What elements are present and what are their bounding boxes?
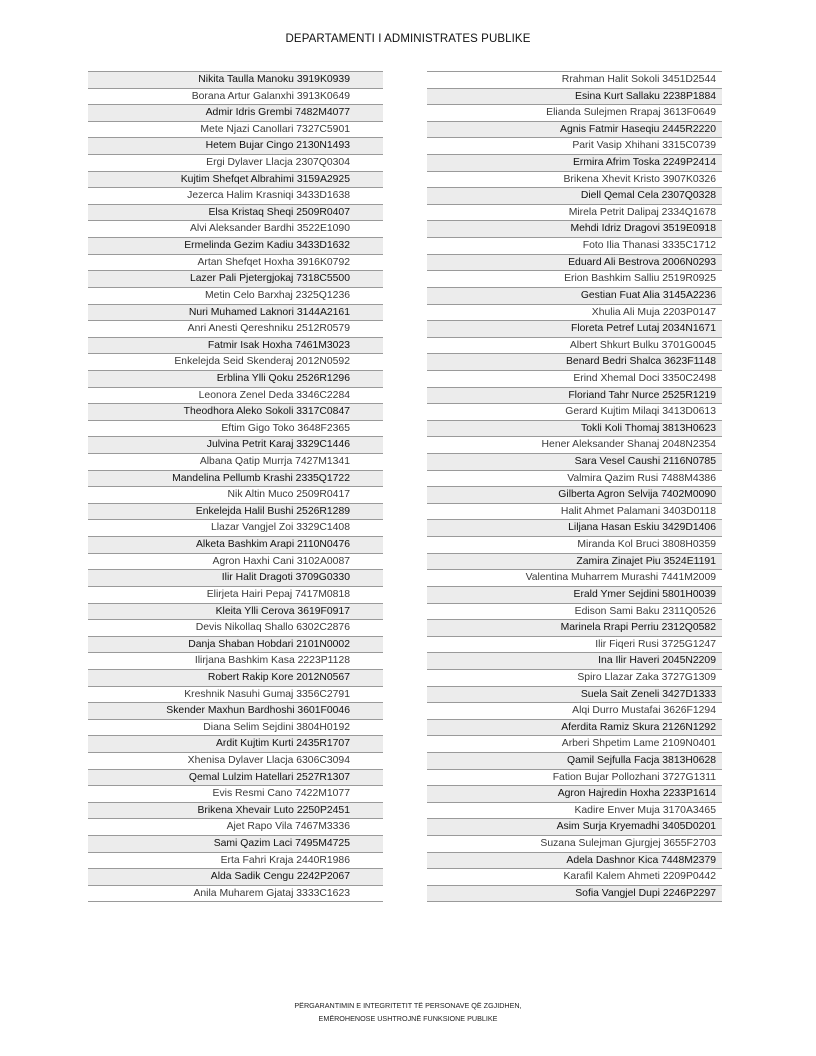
- list-item: Robert Rakip Kore 2012N0567: [88, 670, 383, 687]
- list-item: Devis Nikollaq Shallo 6302C2876: [88, 620, 383, 637]
- list-item: Ilir Fiqeri Rusi 3725G1247: [427, 637, 722, 654]
- list-item: Edison Sami Baku 2311Q0526: [427, 604, 722, 621]
- list-item: Ilirjana Bashkim Kasa 2223P1128: [88, 653, 383, 670]
- list-item: Hetem Bujar Cingo 2130N1493: [88, 138, 383, 155]
- list-item: Miranda Kol Bruci 3808H0359: [427, 537, 722, 554]
- list-item: Borana Artur Galanxhi 3913K0649: [88, 89, 383, 106]
- list-item: Rrahman Halit Sokoli 3451D2544: [427, 72, 722, 89]
- list-item: Qamil Sejfulla Facja 3813H0628: [427, 753, 722, 770]
- list-item: Enkelejda Halil Bushi 2526R1289: [88, 504, 383, 521]
- list-item: Lazer Pali Pjetergjokaj 7318C5500: [88, 271, 383, 288]
- list-item: Sami Qazim Laci 7495M4725: [88, 836, 383, 853]
- list-item: Artan Shefqet Hoxha 3916K0792: [88, 255, 383, 272]
- list-item: Halit Ahmet Palamani 3403D0118: [427, 504, 722, 521]
- list-item: Kleita Ylli Cerova 3619F0917: [88, 604, 383, 621]
- list-item: Nuri Muhamed Laknori 3144A2161: [88, 305, 383, 322]
- list-item: Ajet Rapo Vila 7467M3336: [88, 819, 383, 836]
- list-item: Liljana Hasan Eskiu 3429D1406: [427, 520, 722, 537]
- list-item: Anila Muharem Gjataj 3333C1623: [88, 886, 383, 903]
- list-item: Ardit Kujtim Kurti 2435R1707: [88, 736, 383, 753]
- list-item: Agnis Fatmir Haseqiu 2445R2220: [427, 122, 722, 139]
- list-item: Alvi Aleksander Bardhi 3522E1090: [88, 221, 383, 238]
- list-item: Qemal Lulzim Hatellari 2527R1307: [88, 770, 383, 787]
- list-item: Erind Xhemal Doci 3350C2498: [427, 371, 722, 388]
- list-item: Erta Fahri Kraja 2440R1986: [88, 853, 383, 870]
- footer-line-2: EMËROHENOSE USHTROJNË FUNKSIONE PUBLIKE: [318, 1014, 498, 1023]
- list-item: Theodhora Aleko Sokoli 3317C0847: [88, 404, 383, 421]
- list-item: Nik Altin Muco 2509R0417: [88, 487, 383, 504]
- list-item: Suela Sait Zeneli 3427D1333: [427, 687, 722, 704]
- list-item: Eftim Gigo Toko 3648F2365: [88, 421, 383, 438]
- list-item: Brikena Xhevit Kristo 3907K0326: [427, 172, 722, 189]
- list-item: Danja Shaban Hobdari 2101N0002: [88, 637, 383, 654]
- list-item: Asim Surja Kryemadhi 3405D0201: [427, 819, 722, 836]
- list-item: Llazar Vangjel Zoi 3329C1408: [88, 520, 383, 537]
- list-item: Leonora Zenel Deda 3346C2284: [88, 388, 383, 405]
- list-item: Ilir Halit Dragoti 3709G0330: [88, 570, 383, 587]
- list-item: Aferdita Ramiz Skura 2126N1292: [427, 720, 722, 737]
- list-item: Mandelina Pellumb Krashi 2335Q1722: [88, 471, 383, 488]
- list-item: Sara Vesel Caushi 2116N0785: [427, 454, 722, 471]
- footer-line-1: PËRGARANTIMIN E INTEGRITETIT TË PERSONAVE QË ZGJIDHEN,: [294, 1001, 522, 1010]
- list-item: Diell Qemal Cela 2307Q0328: [427, 188, 722, 205]
- list-item: Adela Dashnor Kica 7448M2379: [427, 853, 722, 870]
- list-item: Agron Hajredin Hoxha 2233P1614: [427, 786, 722, 803]
- list-item: Erald Ymer Sejdini 5801H0039: [427, 587, 722, 604]
- list-item: Metin Celo Barxhaj 2325Q1236: [88, 288, 383, 305]
- list-item: Elirjeta Hairi Pepaj 7417M0818: [88, 587, 383, 604]
- list-item: Suzana Sulejman Gjurgjej 3655F2703: [427, 836, 722, 853]
- list-item: Ermira Afrim Toska 2249P2414: [427, 155, 722, 172]
- list-item: Admir Idris Grembi 7482M4077: [88, 105, 383, 122]
- list-item: Ermelinda Gezim Kadiu 3433D1632: [88, 238, 383, 255]
- list-item: Gilberta Agron Selvija 7402M0090: [427, 487, 722, 504]
- list-item: Kadire Enver Muja 3170A3465: [427, 803, 722, 820]
- list-item: Xhenisa Dylaver Llacja 6306C3094: [88, 753, 383, 770]
- right-name-list: [427, 71, 722, 902]
- list-item: Enkelejda Seid Skenderaj 2012N0592: [88, 354, 383, 371]
- list-item: Ergi Dylaver Llacja 2307Q0304: [88, 155, 383, 172]
- list-item: Gerard Kujtim Milaqi 3413D0613: [427, 404, 722, 421]
- list-item: Xhulia Ali Muja 2203P0147: [427, 305, 722, 322]
- list-item: Marinela Rrapi Perriu 2312Q0582: [427, 620, 722, 637]
- list-item: Erblina Ylli Qoku 2526R1296: [88, 371, 383, 388]
- list-item: Albert Shkurt Bulku 3701G0045: [427, 338, 722, 355]
- list-item: Mirela Petrit Dalipaj 2334Q1678: [427, 205, 722, 222]
- list-item: Mehdi Idriz Dragovi 3519E0918: [427, 221, 722, 238]
- list-item: Tokli Koli Thomaj 3813H0623: [427, 421, 722, 438]
- list-item: Zamira Zinajet Piu 3524E1191: [427, 554, 722, 571]
- list-item: Nikita Taulla Manoku 3919K0939: [88, 72, 383, 89]
- list-item: Kujtim Shefqet Albrahimi 3159A2925: [88, 172, 383, 189]
- list-item: Floreta Petref Lutaj 2034N1671: [427, 321, 722, 338]
- page-title: DEPARTAMENTI I ADMINISTRATES PUBLIKE: [285, 33, 531, 45]
- page-footer: [0, 999, 816, 1025]
- list-item: Agron Haxhi Cani 3102A0087: [88, 554, 383, 571]
- list-item: Parit Vasip Xhihani 3315C0739: [427, 138, 722, 155]
- list-item: Fation Bujar Pollozhani 3727G1311: [427, 770, 722, 787]
- list-item: Gestian Fuat Alia 3145A2236: [427, 288, 722, 305]
- list-item: Erion Bashkim Salliu 2519R0925: [427, 271, 722, 288]
- list-item: Ina Ilir Haveri 2045N2209: [427, 653, 722, 670]
- list-item: Valmira Qazim Rusi 7488M4386: [427, 471, 722, 488]
- list-item: Floriand Tahr Nurce 2525R1219: [427, 388, 722, 405]
- list-item: Mete Njazi Canollari 7327C5901: [88, 122, 383, 139]
- list-item: Eduard Ali Bestrova 2006N0293: [427, 255, 722, 272]
- list-item: Elianda Sulejmen Rrapaj 3613F0649: [427, 105, 722, 122]
- list-item: Foto Ilia Thanasi 3335C1712: [427, 238, 722, 255]
- list-item: Kreshnik Nasuhi Gumaj 3356C2791: [88, 687, 383, 704]
- list-item: Benard Bedri Shalca 3623F1148: [427, 354, 722, 371]
- list-item: Alda Sadik Cengu 2242P2067: [88, 869, 383, 886]
- list-item: Skender Maxhun Bardhoshi 3601F0046: [88, 703, 383, 720]
- list-item: Jezerca Halim Krasniqi 3433D1638: [88, 188, 383, 205]
- list-item: Hener Aleksander Shanaj 2048N2354: [427, 437, 722, 454]
- list-item: Julvina Petrit Karaj 3329C1446: [88, 437, 383, 454]
- list-item: Evis Resmi Cano 7422M1077: [88, 786, 383, 803]
- list-item: Albana Qatip Murrja 7427M1341: [88, 454, 383, 471]
- list-item: Sofia Vangjel Dupi 2246P2297: [427, 886, 722, 903]
- list-item: Karafil Kalem Ahmeti 2209P0442: [427, 869, 722, 886]
- list-item: Spiro Llazar Zaka 3727G1309: [427, 670, 722, 687]
- list-item: Anri Anesti Qereshniku 2512R0579: [88, 321, 383, 338]
- list-item: Esina Kurt Sallaku 2238P1884: [427, 89, 722, 106]
- list-item: Alketa Bashkim Arapi 2110N0476: [88, 537, 383, 554]
- list-item: Fatmir Isak Hoxha 7461M3023: [88, 338, 383, 355]
- list-item: Elsa Kristaq Sheqi 2509R0407: [88, 205, 383, 222]
- list-item: Valentina Muharrem Murashi 7441M2009: [427, 570, 722, 587]
- left-name-list: [88, 71, 383, 902]
- list-item: Alqi Durro Mustafai 3626F1294: [427, 703, 722, 720]
- list-item: Brikena Xhevair Luto 2250P2451: [88, 803, 383, 820]
- list-item: Diana Selim Sejdini 3804H0192: [88, 720, 383, 737]
- list-item: Arberi Shpetim Lame 2109N0401: [427, 736, 722, 753]
